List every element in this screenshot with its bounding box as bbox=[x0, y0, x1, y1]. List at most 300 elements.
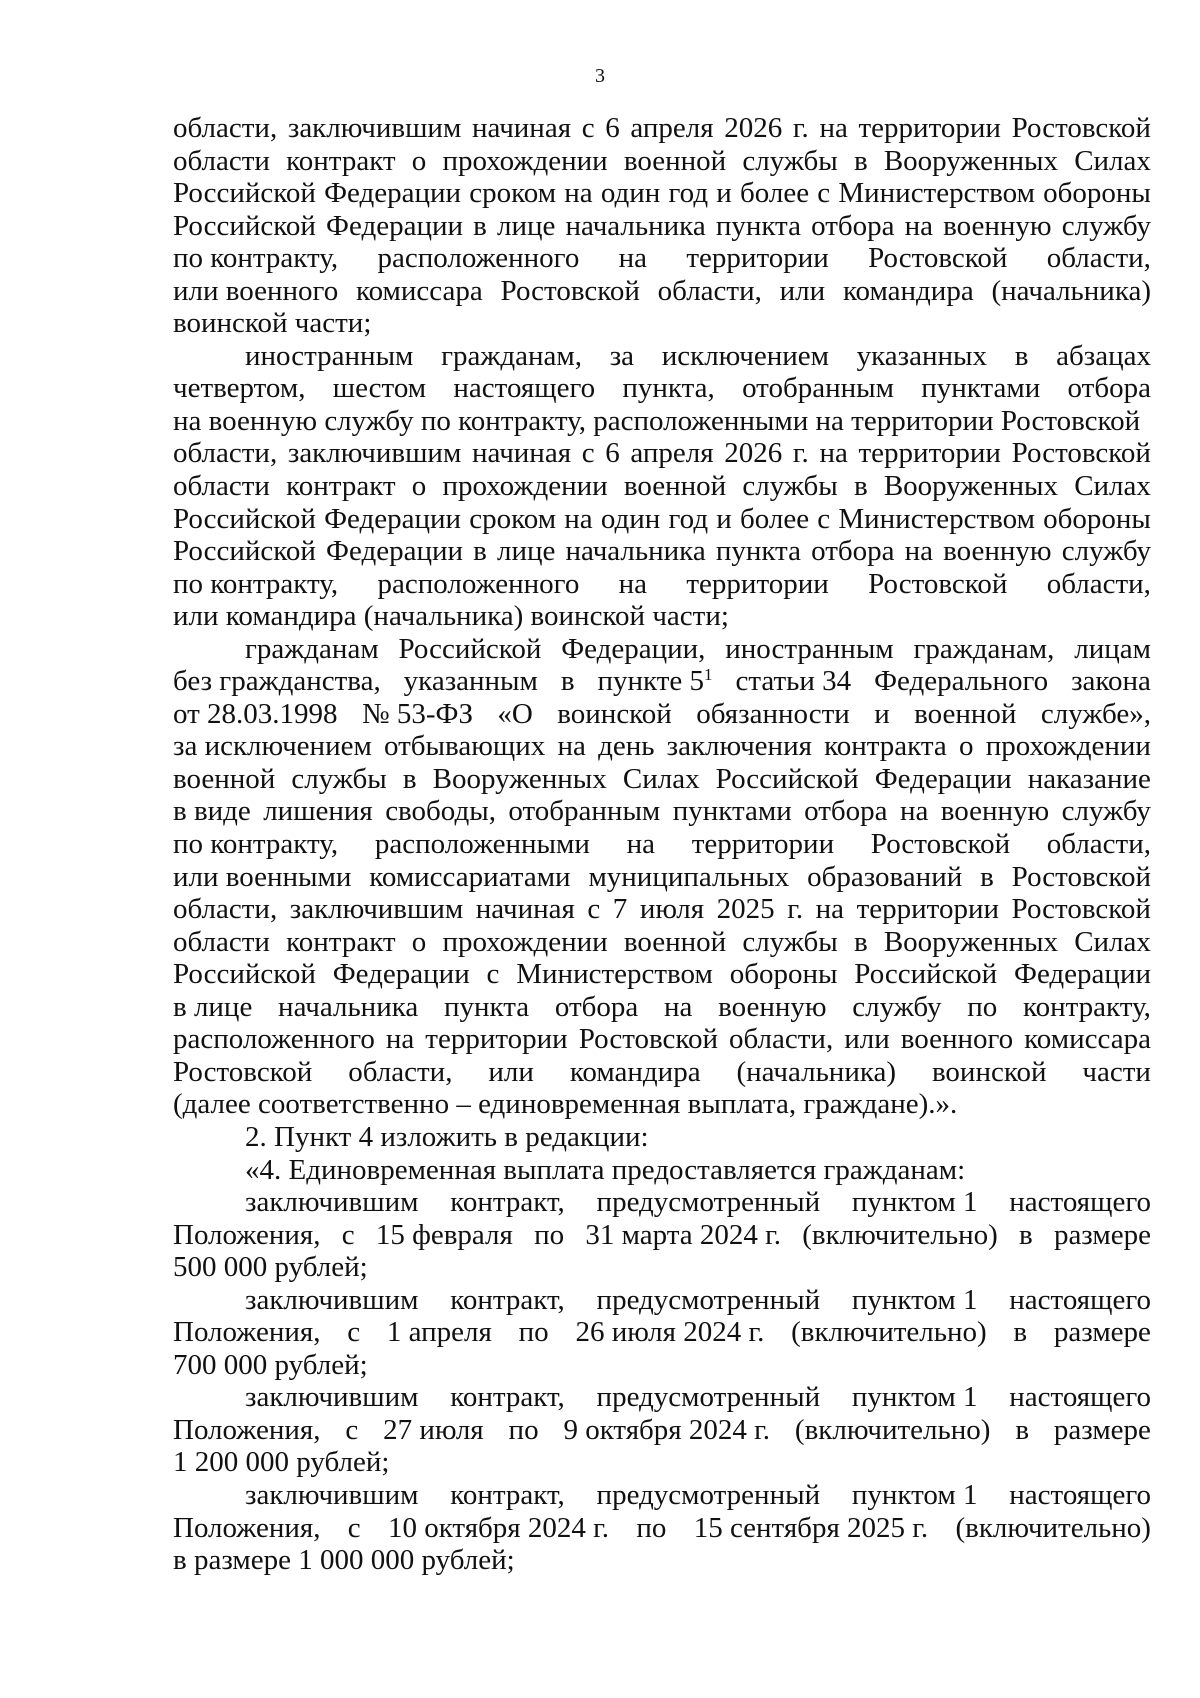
word: пунктом 1 bbox=[851, 1283, 978, 1316]
text-line bbox=[173, 1349, 1151, 1382]
word: Вооруженных bbox=[883, 144, 1058, 177]
word: с bbox=[587, 893, 601, 926]
word: расположенными bbox=[374, 828, 590, 861]
text-line bbox=[173, 145, 1151, 178]
word: лишения bbox=[263, 795, 373, 828]
word: (далее соответственно – единовременная выплата, граждане).». bbox=[173, 1088, 958, 1121]
word: контракт bbox=[286, 470, 396, 503]
word: территории bbox=[858, 437, 1001, 470]
word: 1 200 000 рублей; bbox=[173, 1446, 390, 1479]
word: контракт, bbox=[450, 1283, 565, 1316]
word: заключения bbox=[666, 730, 812, 763]
word: военную bbox=[940, 795, 1050, 828]
word: на bbox=[904, 209, 934, 242]
word: Ростовской bbox=[500, 274, 640, 307]
word: год bbox=[668, 502, 709, 535]
word: 15 сентября 2025 г. bbox=[693, 1511, 929, 1544]
word: контракт, bbox=[450, 1186, 565, 1219]
word: комиссара bbox=[1024, 1023, 1151, 1056]
word: иностранным bbox=[725, 632, 894, 665]
word: пункта bbox=[443, 990, 530, 1023]
word: гражданам bbox=[245, 632, 379, 665]
word: и bbox=[716, 502, 732, 535]
word: территории bbox=[686, 242, 829, 275]
word: военной bbox=[173, 762, 276, 795]
word: Федерации bbox=[326, 209, 464, 242]
word: с bbox=[817, 177, 831, 210]
text-line bbox=[173, 470, 1151, 503]
word: обороны bbox=[729, 958, 838, 991]
word: (включительно) bbox=[802, 1218, 998, 1251]
word: иностранным bbox=[245, 339, 414, 372]
word: Вооруженных bbox=[883, 925, 1058, 958]
word: (начальника) bbox=[736, 1055, 897, 1088]
text-line bbox=[173, 698, 1151, 731]
word: или военного bbox=[173, 274, 339, 307]
word: на bbox=[819, 437, 848, 470]
word: или bbox=[488, 1055, 534, 1088]
word: службы bbox=[291, 762, 387, 795]
word: Положения, bbox=[173, 1316, 321, 1349]
text-line bbox=[173, 1121, 1151, 1154]
word: территории bbox=[691, 828, 835, 861]
word: Российской bbox=[173, 958, 316, 991]
word: военной bbox=[914, 697, 1017, 730]
word: прохождении bbox=[442, 144, 608, 177]
word: шестом bbox=[332, 372, 427, 405]
word: расположенного bbox=[377, 242, 580, 275]
word: абзацах bbox=[1056, 339, 1151, 372]
word: пункта bbox=[715, 535, 801, 568]
word: Министерством bbox=[838, 502, 1035, 535]
word: в размере 1 000 000 рублей; bbox=[173, 1544, 515, 1577]
text-line bbox=[173, 600, 1151, 633]
text-line bbox=[173, 275, 1151, 308]
word: Российской bbox=[173, 535, 316, 568]
word: Российской bbox=[173, 177, 316, 210]
word: службы bbox=[742, 144, 838, 177]
word: Силах bbox=[1074, 144, 1151, 177]
word: в bbox=[1014, 339, 1029, 372]
text-line bbox=[173, 1544, 1151, 1577]
word: части bbox=[1082, 1055, 1151, 1088]
text-line bbox=[173, 503, 1151, 536]
word: на bbox=[564, 502, 593, 535]
word: области, bbox=[729, 1023, 834, 1056]
word: Положения, bbox=[173, 1413, 321, 1446]
text-line bbox=[173, 242, 1151, 275]
word: в лице bbox=[173, 990, 253, 1023]
word: № 53-ФЗ bbox=[361, 697, 473, 730]
word: Российской bbox=[173, 502, 316, 535]
word: воинской bbox=[931, 1055, 1047, 1088]
word: 2026 bbox=[724, 437, 783, 470]
word: военной bbox=[623, 470, 727, 503]
word: с bbox=[486, 958, 500, 991]
word: Вооруженных bbox=[883, 470, 1058, 503]
word: на bbox=[618, 567, 648, 600]
word: 15 февраля bbox=[375, 1218, 513, 1251]
word: предусмотренный bbox=[596, 1478, 821, 1511]
page-number: 3 bbox=[595, 65, 605, 87]
word: образований bbox=[807, 860, 963, 893]
text-line bbox=[173, 730, 1151, 763]
word: в bbox=[853, 470, 868, 503]
word: настоящего bbox=[453, 372, 596, 405]
word: области, bbox=[1046, 567, 1151, 600]
word: заключившим bbox=[245, 1381, 419, 1414]
word: в bbox=[473, 535, 487, 568]
word: сроком bbox=[469, 177, 557, 210]
word: настоящего bbox=[1009, 1381, 1151, 1414]
word: службу bbox=[1061, 209, 1151, 242]
word: 7 bbox=[612, 893, 628, 926]
word: начиная bbox=[471, 112, 572, 144]
word: области, bbox=[1046, 242, 1151, 275]
word: день bbox=[598, 730, 655, 763]
word: отбора bbox=[811, 209, 895, 242]
word: контракт bbox=[286, 925, 396, 958]
text-line bbox=[173, 1088, 1151, 1121]
word: 2026 bbox=[724, 112, 783, 144]
word: территории bbox=[425, 1023, 568, 1056]
text-line bbox=[173, 958, 1151, 991]
word: Ростовской bbox=[173, 1055, 313, 1088]
word: заключившим bbox=[245, 1283, 419, 1316]
text-line bbox=[173, 795, 1151, 828]
word: начиная bbox=[471, 437, 572, 470]
word: контракт, bbox=[450, 1381, 565, 1414]
word: в bbox=[980, 860, 994, 893]
word: области, bbox=[657, 274, 762, 307]
word: 26 июля 2024 г. bbox=[575, 1316, 765, 1349]
word: по контракту, bbox=[173, 828, 339, 861]
text-line bbox=[173, 1186, 1151, 1219]
text-line bbox=[173, 1414, 1151, 1447]
footnote-mark: 1 bbox=[704, 665, 713, 685]
word: Ростовской bbox=[1011, 893, 1151, 926]
word: предусмотренный bbox=[596, 1381, 821, 1414]
word: обороны bbox=[1043, 177, 1151, 210]
word: пункте $5^1$ bbox=[597, 665, 713, 698]
word: комиссариатами bbox=[369, 860, 571, 893]
word: расположенного bbox=[173, 1023, 375, 1056]
text-line bbox=[173, 991, 1151, 1024]
word: настоящего bbox=[1009, 1283, 1151, 1316]
word: с bbox=[345, 1413, 359, 1446]
word: гражданам, bbox=[441, 339, 583, 372]
word: начиная bbox=[475, 893, 575, 926]
word: Федерации bbox=[1014, 958, 1151, 991]
word: заключившим bbox=[245, 1186, 419, 1219]
text-line bbox=[173, 210, 1151, 243]
word: заключившим bbox=[289, 893, 464, 926]
word: на bbox=[819, 112, 848, 144]
word: заключившим bbox=[287, 112, 462, 144]
word: предусмотренный bbox=[596, 1186, 821, 1219]
word: лице bbox=[496, 535, 556, 568]
word: с bbox=[341, 1218, 355, 1251]
word: Ростовской bbox=[868, 242, 1008, 275]
word: Положения, bbox=[173, 1511, 321, 1544]
word: по контракту, bbox=[173, 567, 339, 600]
word: пункта bbox=[715, 209, 801, 242]
word: и bbox=[874, 697, 890, 730]
word: Российской bbox=[854, 958, 998, 991]
word: гражданам, bbox=[913, 632, 1055, 665]
word: на bbox=[385, 1023, 415, 1056]
word: г. bbox=[792, 437, 809, 470]
word: военную bbox=[943, 209, 1052, 242]
word: 6 bbox=[605, 437, 620, 470]
text-line bbox=[173, 177, 1151, 210]
word: указанным bbox=[403, 665, 538, 698]
word: 31 марта 2024 г. bbox=[585, 1218, 782, 1251]
text-line bbox=[173, 307, 1151, 340]
text-line bbox=[173, 1251, 1151, 1284]
word: территории bbox=[858, 112, 1001, 144]
word: по контракту, bbox=[173, 242, 339, 275]
word: Федерации bbox=[332, 958, 470, 991]
word: Силах bbox=[622, 762, 700, 795]
word: (включительно) bbox=[794, 1413, 991, 1446]
text-line bbox=[173, 535, 1151, 568]
word: Федерации bbox=[874, 762, 1012, 795]
word: службу bbox=[1061, 535, 1151, 568]
word: Ростовской bbox=[578, 1023, 719, 1056]
word: отбора bbox=[1067, 372, 1151, 405]
word: г. bbox=[787, 893, 804, 926]
word: службу bbox=[1061, 795, 1151, 828]
word: статьи 34 bbox=[735, 665, 852, 698]
text-line bbox=[173, 437, 1151, 470]
word: 2025 bbox=[716, 893, 775, 926]
text-line bbox=[173, 1023, 1151, 1056]
word: территории bbox=[856, 893, 999, 926]
word: Российской bbox=[398, 632, 542, 665]
text-line bbox=[173, 893, 1151, 926]
word: размере bbox=[1053, 1413, 1151, 1446]
word: Положения, bbox=[173, 1218, 321, 1251]
word: с bbox=[817, 502, 831, 535]
word: на bbox=[618, 242, 648, 275]
word: указанных bbox=[856, 339, 988, 372]
word: 2. Пункт 4 изложить в редакции: bbox=[245, 1120, 649, 1153]
word: год bbox=[668, 177, 709, 210]
word: о bbox=[411, 470, 427, 503]
word: комиссара bbox=[355, 274, 483, 307]
text-line bbox=[173, 1316, 1151, 1349]
word: с bbox=[581, 112, 595, 144]
text-line bbox=[173, 1512, 1151, 1545]
word: прохождении bbox=[442, 925, 608, 958]
word: военного bbox=[900, 1023, 1014, 1056]
word: в bbox=[1015, 1413, 1030, 1446]
word: пунктами bbox=[921, 372, 1041, 405]
text-line bbox=[173, 763, 1151, 796]
word: 500 000 рублей; bbox=[173, 1251, 368, 1284]
word: более bbox=[740, 502, 810, 535]
word: Министерством bbox=[838, 177, 1035, 210]
word: обороны bbox=[1043, 502, 1151, 535]
word: в bbox=[853, 144, 868, 177]
word: в bbox=[1013, 1316, 1028, 1349]
word: 1 апреля bbox=[386, 1316, 492, 1349]
word: сроком bbox=[469, 502, 557, 535]
text-line bbox=[173, 926, 1151, 959]
word: за bbox=[609, 339, 635, 372]
word: от 28.03.1998 bbox=[173, 697, 338, 730]
word: наказание bbox=[1027, 762, 1151, 795]
word: начальника bbox=[278, 990, 419, 1023]
word: или командира (начальника) воинской части; bbox=[173, 600, 729, 633]
word: Российской bbox=[173, 209, 316, 242]
word: и bbox=[716, 177, 732, 210]
word: Силах bbox=[1074, 470, 1151, 503]
word: один bbox=[600, 177, 661, 210]
word: 10 октября 2024 г. bbox=[387, 1511, 610, 1544]
word: (начальника) bbox=[991, 274, 1151, 307]
word: лицам bbox=[1074, 632, 1151, 665]
word: июля bbox=[639, 893, 705, 926]
word: области bbox=[173, 470, 270, 503]
word: 700 000 рублей; bbox=[173, 1348, 368, 1381]
word: Федерации bbox=[326, 535, 464, 568]
word: апреля bbox=[630, 112, 714, 144]
word: отобранным bbox=[742, 372, 894, 405]
word: контракт bbox=[286, 144, 396, 177]
word: Ростовской bbox=[1011, 860, 1151, 893]
word: заключившим bbox=[245, 1478, 419, 1511]
word: г. bbox=[792, 112, 809, 144]
text-line bbox=[173, 1056, 1151, 1089]
word: Федерации, bbox=[561, 632, 706, 665]
word: 27 июля bbox=[383, 1413, 484, 1446]
word: размере bbox=[1053, 1218, 1151, 1251]
word: службы bbox=[742, 925, 838, 958]
text-line bbox=[173, 112, 1151, 145]
word: командира bbox=[842, 274, 974, 307]
text-line bbox=[173, 1284, 1151, 1317]
word: исключением bbox=[661, 339, 829, 372]
word: территории bbox=[686, 567, 829, 600]
text-line bbox=[173, 1219, 1151, 1252]
word: по bbox=[967, 990, 998, 1023]
text-line bbox=[173, 372, 1151, 405]
word: Ростовской bbox=[868, 567, 1008, 600]
word: Ростовской bbox=[1011, 112, 1151, 144]
word: службы bbox=[742, 470, 838, 503]
word: «О bbox=[497, 697, 533, 730]
word: (включительно) bbox=[955, 1511, 1151, 1544]
text-line bbox=[173, 633, 1151, 666]
word: командира bbox=[569, 1055, 701, 1088]
word: Силах bbox=[1074, 925, 1151, 958]
word: военной bbox=[623, 925, 727, 958]
word: пунктом 1 bbox=[851, 1186, 978, 1219]
word: в виде bbox=[173, 795, 251, 828]
text-line bbox=[173, 861, 1151, 894]
word: военной bbox=[623, 144, 727, 177]
word: Российской bbox=[715, 762, 859, 795]
word: пунктом 1 bbox=[851, 1478, 978, 1511]
word: области, bbox=[1046, 828, 1151, 861]
word: службе», bbox=[1040, 697, 1151, 730]
text-line bbox=[173, 340, 1151, 373]
word: прохождении bbox=[985, 730, 1151, 763]
word: в bbox=[853, 925, 868, 958]
word: прохождении bbox=[442, 470, 608, 503]
word: по bbox=[518, 1316, 549, 1349]
word: воинской bbox=[557, 697, 672, 730]
word: «4. Единовременная выплата предоставляется гражданам: bbox=[245, 1153, 966, 1186]
word: настоящего bbox=[1009, 1478, 1151, 1511]
word: области bbox=[173, 144, 270, 177]
word: на bbox=[815, 893, 845, 926]
word: на военную службу по контракту, расположенными на территории Ростовской bbox=[173, 404, 1141, 437]
word: Федерального bbox=[874, 665, 1049, 698]
word: Вооруженных bbox=[432, 762, 607, 795]
word: отбора bbox=[554, 990, 639, 1023]
word: на bbox=[557, 730, 586, 763]
word: один bbox=[600, 502, 661, 535]
word: размере bbox=[1053, 1316, 1151, 1349]
word: области, bbox=[173, 112, 278, 144]
text-line bbox=[173, 665, 1151, 698]
word: контракт, bbox=[450, 1478, 565, 1511]
word: области, bbox=[173, 437, 278, 470]
word: по bbox=[534, 1218, 565, 1251]
word: 9 октября 2024 г. bbox=[563, 1413, 771, 1446]
text-line bbox=[173, 1154, 1151, 1187]
word: Министерством bbox=[516, 958, 713, 991]
word: на bbox=[626, 828, 655, 861]
text-line bbox=[173, 1446, 1151, 1479]
word: свободы, bbox=[385, 795, 496, 828]
word: отбора bbox=[811, 535, 895, 568]
word: пунктом 1 bbox=[851, 1381, 978, 1414]
word: отбора bbox=[804, 795, 888, 828]
word: по bbox=[508, 1413, 539, 1446]
word: в bbox=[473, 209, 487, 242]
word: или bbox=[844, 1023, 890, 1056]
word: более bbox=[740, 177, 810, 210]
word: контракту, bbox=[1023, 990, 1151, 1023]
word: о bbox=[959, 730, 974, 763]
word: на bbox=[564, 177, 593, 210]
word: начальника bbox=[565, 535, 706, 568]
word: лице bbox=[496, 209, 556, 242]
word: о bbox=[411, 925, 427, 958]
word: с bbox=[347, 1316, 361, 1349]
word: службу bbox=[852, 990, 942, 1023]
word: расположенного bbox=[377, 567, 580, 600]
word: четвертом, bbox=[173, 372, 306, 405]
word: воинской части; bbox=[173, 307, 372, 340]
word: в bbox=[560, 665, 575, 698]
text-line bbox=[173, 568, 1151, 601]
word: военную bbox=[943, 535, 1052, 568]
word: за исключением bbox=[173, 730, 372, 763]
text-line bbox=[173, 828, 1151, 861]
word: отобранным bbox=[508, 795, 661, 828]
text-line bbox=[173, 1381, 1151, 1414]
word: на bbox=[899, 795, 929, 828]
document-body bbox=[173, 112, 1151, 1577]
word: контракта bbox=[824, 730, 947, 763]
word: области, bbox=[173, 893, 278, 926]
word: с bbox=[581, 437, 595, 470]
